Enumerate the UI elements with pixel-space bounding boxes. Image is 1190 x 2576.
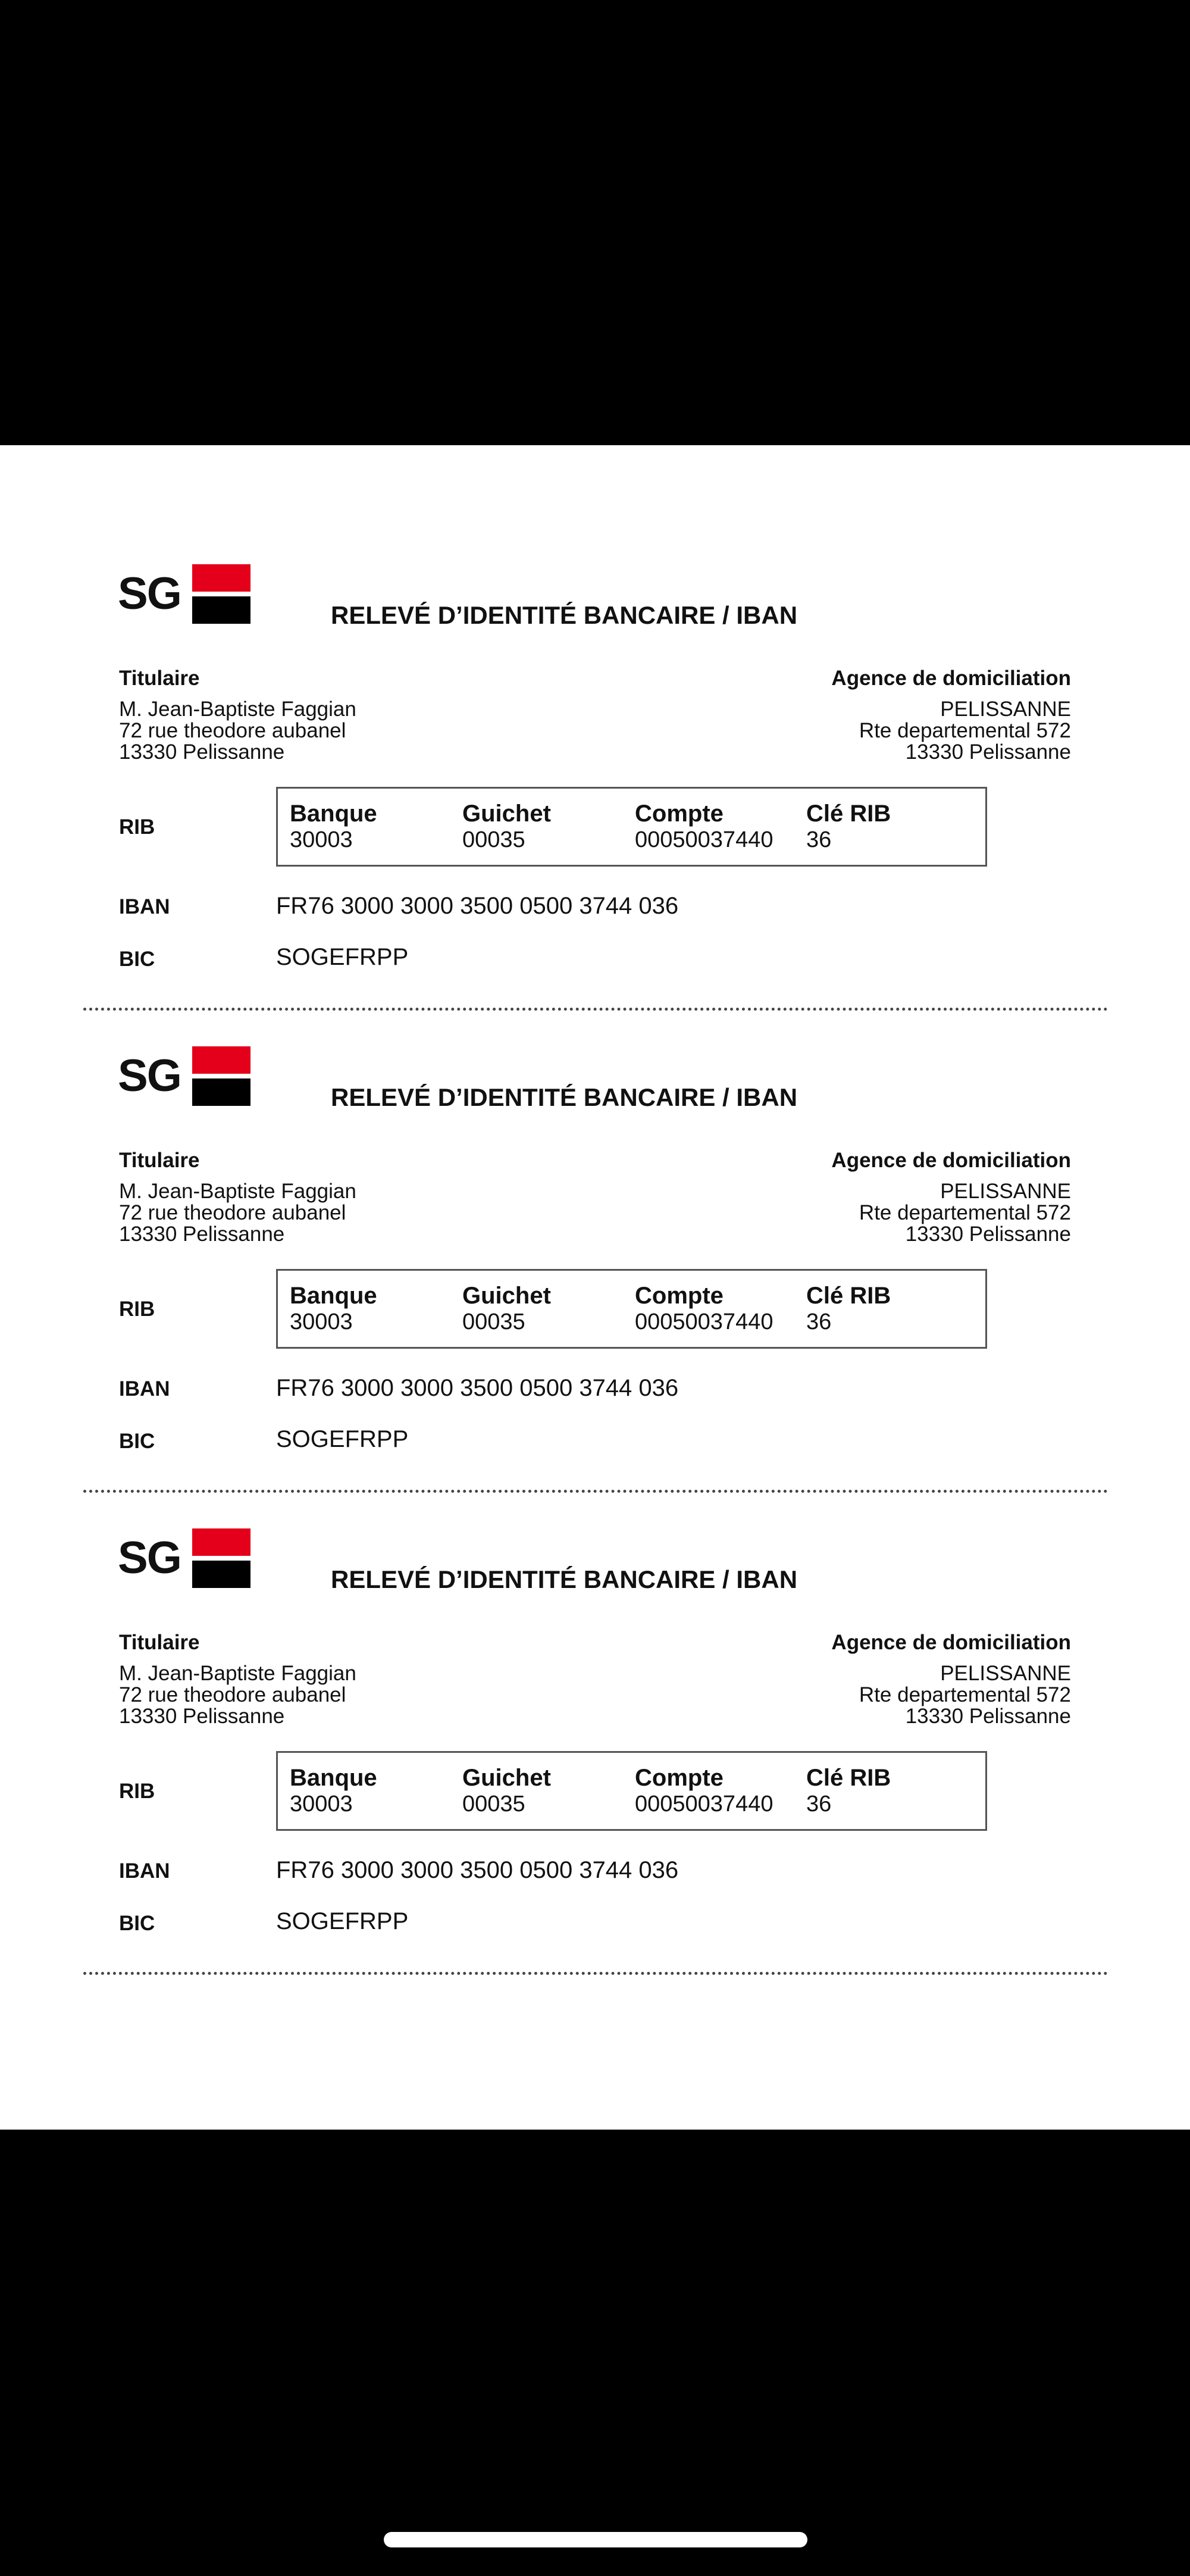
sg-logo [118,1046,252,1106]
bic-label: BIC [119,1430,155,1453]
bic-label: BIC [119,1912,155,1935]
sg-logo-text: SG [118,1533,181,1583]
holder-name: M. Jean-Baptiste Faggian [119,1662,356,1685]
compte-value: 00050037440 [635,1792,774,1817]
branch-name: PELISSANNE [940,1180,1071,1203]
rib-cle [806,801,891,853]
cle-header: Clé RIB [806,801,891,827]
banque-value: 30003 [290,827,353,852]
banque-value: 30003 [290,1309,353,1334]
holder-street: 72 rue theodore aubanel [119,1683,346,1706]
rib-banque [290,801,377,853]
compte-value: 00050037440 [635,827,774,852]
logo-black-square [192,1078,250,1106]
document-title: RELEVÉ D’IDENTITÉ BANCAIRE / IBAN [331,1083,798,1111]
guichet-header: Guichet [462,1765,551,1791]
rib-cle [806,1283,891,1335]
branch-label: Agence de domiciliation [831,1631,1071,1654]
rib-label: RIB [119,1298,155,1321]
guichet-header: Guichet [462,801,551,827]
iban-label: IBAN [119,895,170,918]
rib-guichet [462,1765,551,1817]
compte-header: Compte [635,801,724,827]
iban-value: FR76 3000 3000 3500 0500 3744 036 [276,1857,679,1883]
sg-logo [118,564,252,624]
holder-name: M. Jean-Baptiste Faggian [119,1180,356,1203]
compte-value: 00050037440 [635,1309,774,1334]
compte-header: Compte [635,1765,724,1791]
iban-label: IBAN [119,1859,170,1883]
rib-label: RIB [119,1780,155,1803]
bic-value: SOGEFRPP [276,1908,409,1934]
sg-logo [118,1528,252,1588]
home-indicator[interactable] [384,2532,807,2547]
compte-header: Compte [635,1283,724,1309]
holder-street: 72 rue theodore aubanel [119,719,346,742]
rib-label: RIB [119,815,155,839]
bic-label: BIC [119,948,155,971]
rib-compte [635,801,773,853]
branch-label: Agence de domiciliation [831,667,1071,690]
logo-black-square [192,1561,250,1588]
rib-compte [635,1283,773,1335]
rib-guichet [462,1283,551,1335]
iban-label: IBAN [119,1377,170,1400]
branch-city: 13330 Pelissanne [905,1705,1071,1728]
rib-table [276,1269,987,1349]
bic-value: SOGEFRPP [276,944,409,970]
rib-table [276,1751,987,1831]
holder-name: M. Jean-Baptiste Faggian [119,698,356,721]
branch-street: Rte departemental 572 [859,1201,1071,1224]
logo-red-square [192,1528,250,1556]
guichet-header: Guichet [462,1283,551,1309]
sg-logo-text: SG [118,568,181,619]
rib-compte [635,1765,773,1817]
cle-value: 36 [806,827,832,852]
branch-street: Rte departemental 572 [859,719,1071,742]
document-title: RELEVÉ D’IDENTITÉ BANCAIRE / IBAN [331,1565,798,1593]
holder-street: 72 rue theodore aubanel [119,1201,346,1224]
banque-header: Banque [290,1765,377,1791]
cle-value: 36 [806,1309,832,1334]
bic-value: SOGEFRPP [276,1426,409,1452]
rib-banque [290,1283,377,1335]
logo-red-square [192,1046,250,1074]
cle-header: Clé RIB [806,1765,891,1791]
cut-line [83,1972,1108,1975]
rib-block-2 [0,1046,1190,1528]
sg-logo-text: SG [118,1051,181,1101]
iban-value: FR76 3000 3000 3500 0500 3744 036 [276,1375,679,1401]
branch-street: Rte departemental 572 [859,1683,1071,1706]
guichet-value: 00035 [462,827,525,852]
banque-value: 30003 [290,1792,353,1817]
holder-city: 13330 Pelissanne [119,1705,285,1728]
rib-banque [290,1765,377,1817]
holder-city: 13330 Pelissanne [119,740,285,764]
banque-header: Banque [290,1283,377,1309]
rib-block-1 [0,564,1190,1046]
logo-black-square [192,596,250,624]
holder-label: Titulaire [119,1149,200,1172]
rib-cle [806,1765,891,1817]
holder-label: Titulaire [119,667,200,690]
cle-value: 36 [806,1792,832,1817]
rib-table [276,787,987,867]
rib-guichet [462,801,551,853]
cle-header: Clé RIB [806,1283,891,1309]
banque-header: Banque [290,801,377,827]
holder-label: Titulaire [119,1631,200,1654]
guichet-value: 00035 [462,1309,525,1334]
document-title: RELEVÉ D’IDENTITÉ BANCAIRE / IBAN [331,601,798,629]
branch-label: Agence de domiciliation [831,1149,1071,1172]
document-page[interactable] [0,445,1190,2130]
branch-name: PELISSANNE [940,1662,1071,1685]
guichet-value: 00035 [462,1792,525,1817]
cut-line [83,1490,1108,1493]
cut-line [83,1008,1108,1011]
iban-value: FR76 3000 3000 3500 0500 3744 036 [276,893,679,919]
branch-city: 13330 Pelissanne [905,740,1071,764]
branch-name: PELISSANNE [940,698,1071,721]
branch-city: 13330 Pelissanne [905,1223,1071,1246]
rib-block-3 [0,1528,1190,2011]
holder-city: 13330 Pelissanne [119,1223,285,1246]
logo-red-square [192,564,250,592]
